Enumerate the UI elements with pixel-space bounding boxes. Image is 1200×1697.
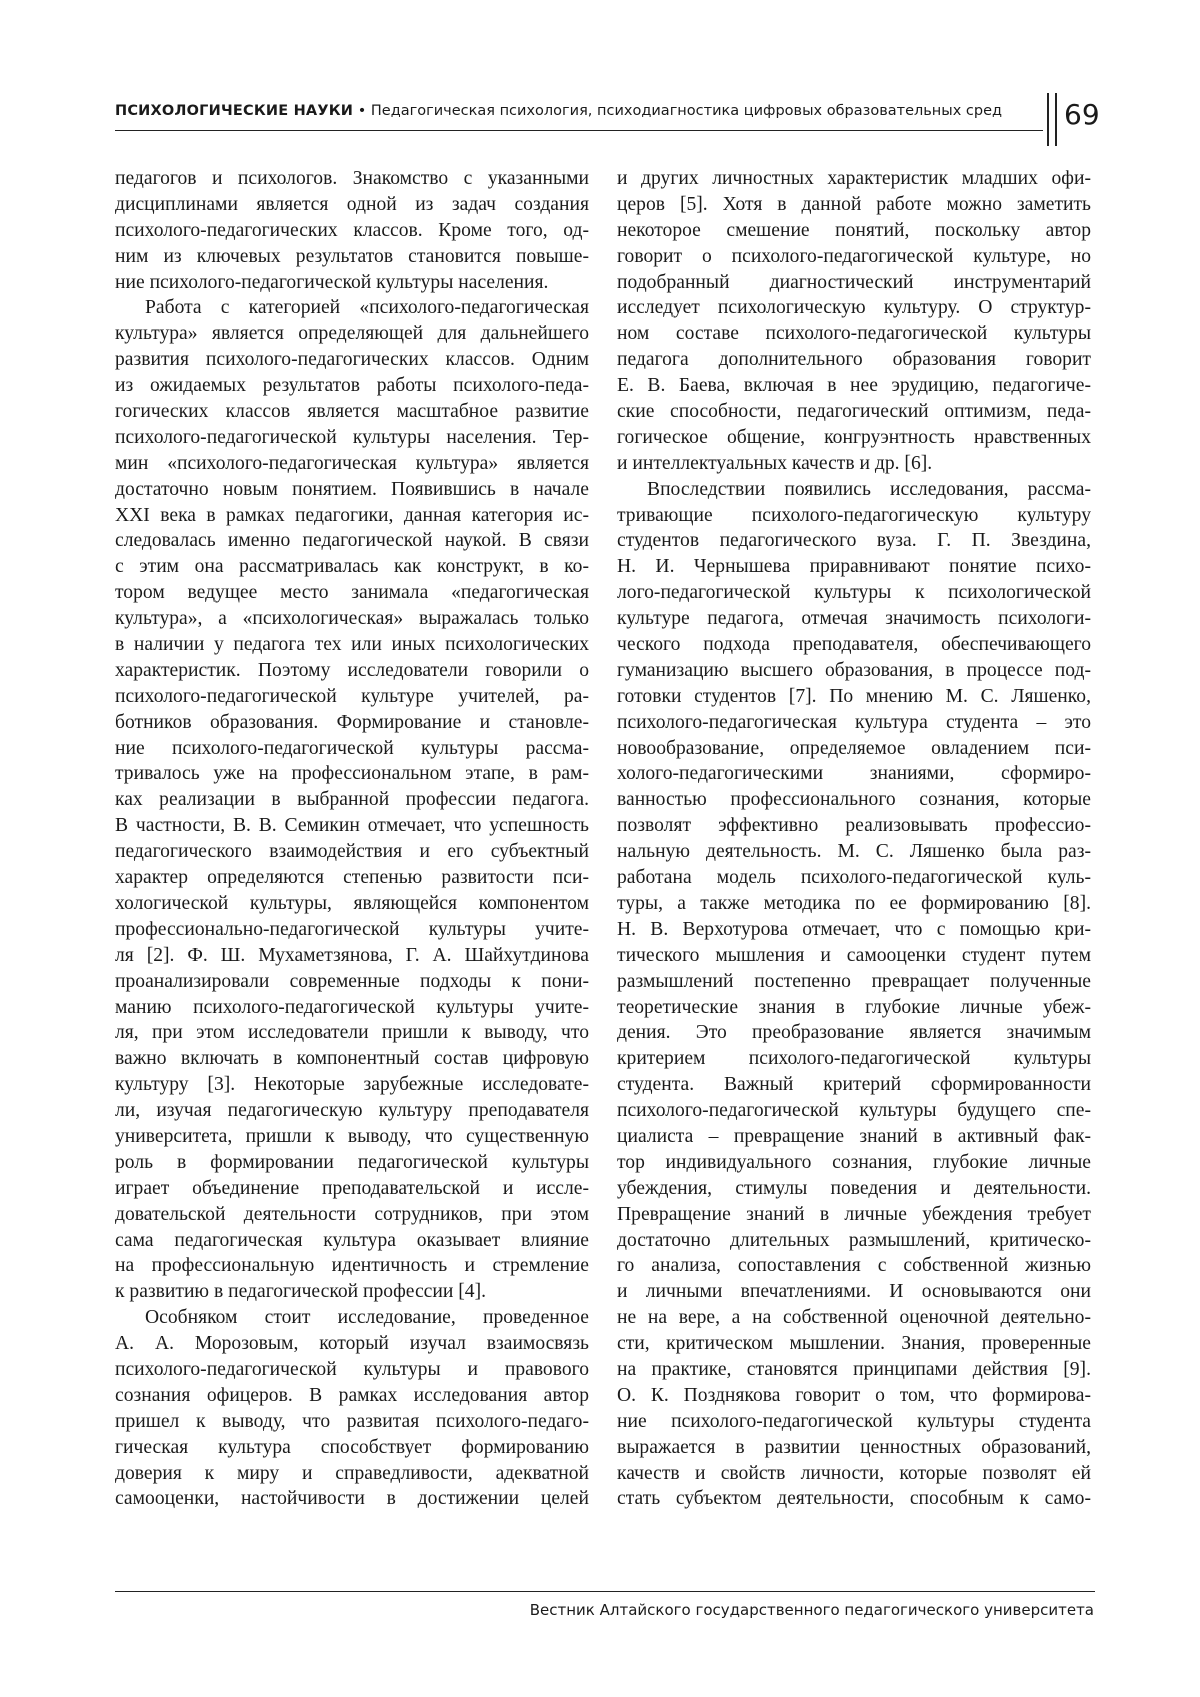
left-column: [115, 166, 589, 1512]
text-line: сама педагогическая культура оказывает влияние: [115, 1229, 589, 1251]
text-line: психолого-педагогическая культура студента – это: [617, 711, 1091, 733]
text-line: развития психолого-педагогических классов. Одним: [115, 349, 589, 371]
text-line: Особняком стоит исследование, проведенное: [145, 1307, 589, 1329]
text-line: Е. В. Баева, включая в нее эрудицию, педагогиче-: [617, 375, 1091, 397]
text-line: тривалось уже на профессиональном этапе, в рам-: [115, 763, 589, 785]
text-line: критерием психолого-педагогической культуры: [617, 1048, 1091, 1070]
page-number: 69: [1064, 98, 1100, 131]
text-line: тического мышления и самооценки студент путем: [617, 944, 1091, 966]
text-line: новообразование, определяемое овладением пси-: [617, 737, 1091, 759]
text-line: культура» является определяющей для дальнейшего: [115, 323, 589, 345]
text-line: следовалась именно педагогической наукой. В связи: [115, 530, 589, 552]
text-line: университета, пришли к выводу, что существенную: [115, 1125, 589, 1147]
text-line: А. А. Морозовым, который изучал взаимосвязь: [115, 1333, 589, 1355]
right-column: [617, 166, 1091, 1512]
text-line: характеристик. Поэтому исследователи говорили о: [115, 659, 589, 681]
text-line: гуманизацию высшего образования, в процессе под-: [617, 659, 1091, 681]
text-line: ля, при этом исследователи пришли к выводу, что: [115, 1022, 589, 1044]
text-line: В частности, В. В. Семикин отмечает, что успешность: [115, 815, 589, 837]
text-line: дисциплинами является одной из задач создания: [115, 193, 589, 215]
text-line: психолого-педагогических классов. Кроме того, од-: [115, 219, 589, 241]
text-line: гогических классов является масштабное развитие: [115, 401, 589, 423]
text-line: ках реализации в выбранной профессии педагога.: [115, 789, 589, 811]
text-line: теоретические знания в глубокие личные убеж-: [617, 996, 1091, 1018]
text-line: Н. И. Чернышева приравнивают понятие психо-: [617, 556, 1091, 578]
text-line: циалиста – превращение знаний в активный фак-: [617, 1125, 1091, 1147]
text-line: доверия к миру и справедливости, адекватной: [115, 1462, 589, 1484]
text-line: ческого подхода преподавателя, обеспечивающего: [617, 634, 1091, 656]
text-line: Н. В. Верхотурова отмечает, что с помощью кри-: [617, 918, 1091, 940]
text-line: работана модель психолого-педагогической куль-: [617, 867, 1091, 889]
text-line: го анализа, сопоставления с собственной жизнью: [617, 1255, 1091, 1277]
text-line: в наличии у педагога тех или иных психологических: [115, 634, 589, 656]
text-line: характер определяются степенью развитости пси-: [115, 867, 589, 889]
text-line: сти, критическом мышлении. Знания, проверенные: [617, 1333, 1091, 1355]
text-line: педагогов и психологов. Знакомство с указанными: [115, 168, 589, 189]
text-line: на профессиональную идентичность и стремление: [115, 1255, 589, 1277]
text-line: тором ведущее место занимала «педагогическая: [115, 582, 589, 604]
text-line: ские способности, педагогический оптимизм, педа-: [617, 401, 1091, 423]
text-line: лого-педагогической культуры к психологической: [617, 582, 1091, 604]
section-title: ПСИХОЛОГИЧЕСКИЕ НАУКИ: [115, 103, 354, 119]
text-line: манию психолого-педагогической культуры учите-: [115, 996, 589, 1018]
text-line: проанализировали современные подходы к пони-: [115, 970, 589, 992]
text-line: хологической культуры, являющейся компонентом: [115, 892, 589, 914]
text-line: важно включать в компонентный состав цифровую: [115, 1048, 589, 1070]
text-line: гическая культура способствует формированию: [115, 1436, 589, 1458]
text-line: стать субъектом деятельности, способным к само-: [617, 1488, 1091, 1510]
text-line: гогическое общение, конгруэнтность нравственных: [617, 426, 1091, 448]
text-line: О. К. Позднякова говорит о том, что формирова-: [617, 1384, 1091, 1406]
text-line: педагогического взаимодействия и его субъектный: [115, 841, 589, 863]
text-line: и интеллектуальных качеств и др. [6].: [617, 452, 933, 474]
text-line: и личными впечатлениями. И основываются они: [617, 1281, 1091, 1303]
text-line: психолого-педагогической культуры населения. Тер-: [115, 426, 589, 448]
text-line: ботников образования. Формирование и становле-: [115, 711, 589, 733]
running-head: [115, 103, 1043, 119]
text-line: ним из ключевых результатов становится повыше-: [115, 245, 589, 267]
text-line: убеждения, стимулы поведения и деятельности.: [617, 1177, 1091, 1199]
text-line: холого-педагогическими знаниями, сформиро-: [617, 763, 1091, 785]
text-line: туры, а также методика по ее формированию [8].: [617, 892, 1091, 914]
text-line: ли, изучая педагогическую культуру преподавателя: [115, 1100, 589, 1122]
text-line: сознания офицеров. В рамках исследования автор: [115, 1384, 589, 1406]
text-line: выражается в развитии ценностных образований,: [617, 1436, 1091, 1458]
text-line: ние психолого-педагогической культуры рассма-: [115, 737, 589, 759]
text-line: нальную деятельность. М. С. Ляшенко была раз-: [617, 841, 1091, 863]
text-line: ля [2]. Ф. Ш. Мухаметзянова, Г. А. Шайхутдинова: [115, 944, 589, 966]
text-line: культуре педагога, отмечая значимость психологи-: [617, 608, 1091, 630]
text-line: культура», а «психологическая» выражалась только: [115, 608, 589, 630]
journal-name: Вестник Алтайского государственного педагогического университета: [529, 1601, 1094, 1619]
text-line: готовки студентов [7]. По мнению М. С. Ляшенко,: [617, 685, 1091, 707]
text-line: студентов педагогического вуза. Г. П. Звездина,: [617, 530, 1091, 552]
text-line: играет объединение преподавательской и иссле-: [115, 1177, 589, 1199]
text-line: с этим она рассматривалась как конструкт, в ко-: [115, 556, 589, 578]
text-line: дения. Это преобразование является значимым: [617, 1022, 1091, 1044]
header-bullet: •: [353, 103, 371, 119]
text-line: говорит о психолого-педагогической культуре, но: [617, 245, 1091, 267]
text-line: пришел к выводу, что развитая психолого-педаго-: [115, 1410, 589, 1432]
text-line: достаточно новым понятием. Появившись в начале: [115, 478, 589, 500]
text-line: студента. Важный критерий сформированности: [617, 1074, 1091, 1096]
text-line: культуру [3]. Некоторые зарубежные исследовате-: [115, 1074, 589, 1096]
text-line: Превращение знаний в личные убеждения требует: [617, 1203, 1091, 1225]
subsection-title: Педагогическая психология, психодиагностика цифровых образовательных сред: [370, 103, 1003, 119]
text-line: ванностью профессионального сознания, которые: [617, 789, 1091, 811]
text-line: Впоследствии появились исследования, рассма-: [647, 478, 1091, 500]
text-line: ном составе психолого-педагогической культуры: [617, 323, 1091, 345]
text-line: не на вере, а на собственной оценочной деятельно-: [617, 1307, 1091, 1329]
text-line: исследует психологическую культуру. О структур-: [617, 297, 1091, 319]
text-line: тривающие психолого-педагогическую культуру: [617, 504, 1091, 526]
text-line: некоторое смешение понятий, поскольку автор: [617, 219, 1091, 241]
text-line: к развитию в педагогической профессии [4].: [115, 1281, 486, 1303]
text-line: самооценки, настойчивости в достижении целей: [115, 1488, 589, 1510]
text-line: из ожидаемых результатов работы психолого-педа-: [115, 375, 589, 397]
text-line: качеств и свойств личности, которые позволят ей: [617, 1462, 1091, 1484]
text-line: педагога дополнительного образования говорит: [617, 349, 1091, 371]
text-line: ние психолого-педагогической культуры студента: [617, 1410, 1091, 1432]
text-line: на практике, становятся принципами действия [9].: [617, 1358, 1091, 1380]
text-line: психолого-педагогической культуре учителей, ра-: [115, 685, 589, 707]
header-rule: [115, 130, 1043, 131]
text-line: психолого-педагогической культуры будущего спе-: [617, 1100, 1091, 1122]
page-number-bars: [1047, 93, 1057, 146]
text-line: психолого-педагогической культуры и правового: [115, 1358, 589, 1380]
text-line: размышлений постепенно превращает полученные: [617, 970, 1091, 992]
text-line: мин «психолого-педагогическая культура» является: [115, 452, 589, 474]
text-line: подобранный диагностический инструментарий: [617, 271, 1091, 293]
text-line: ние психолого-педагогической культуры населения.: [115, 271, 549, 293]
footer-rule: [115, 1591, 1095, 1592]
text-line: тор индивидуального сознания, глубокие личные: [617, 1151, 1091, 1173]
text-line: достаточно длительных размышлений, критическо-: [617, 1229, 1091, 1251]
text-line: роль в формировании педагогической культуры: [115, 1151, 589, 1173]
text-line: Работа с категорией «психолого-педагогическая: [145, 297, 589, 319]
text-line: и других личностных характеристик младших офи-: [617, 168, 1091, 189]
text-line: церов [5]. Хотя в данной работе можно заметить: [617, 193, 1091, 215]
text-line: позволят эффективно реализовывать профессио-: [617, 815, 1091, 837]
text-line: довательской деятельности сотрудников, при этом: [115, 1203, 589, 1225]
text-line: профессионально-педагогической культуры учите-: [115, 918, 589, 940]
text-line: XXI века в рамках педагогики, данная категория ис-: [115, 504, 589, 526]
